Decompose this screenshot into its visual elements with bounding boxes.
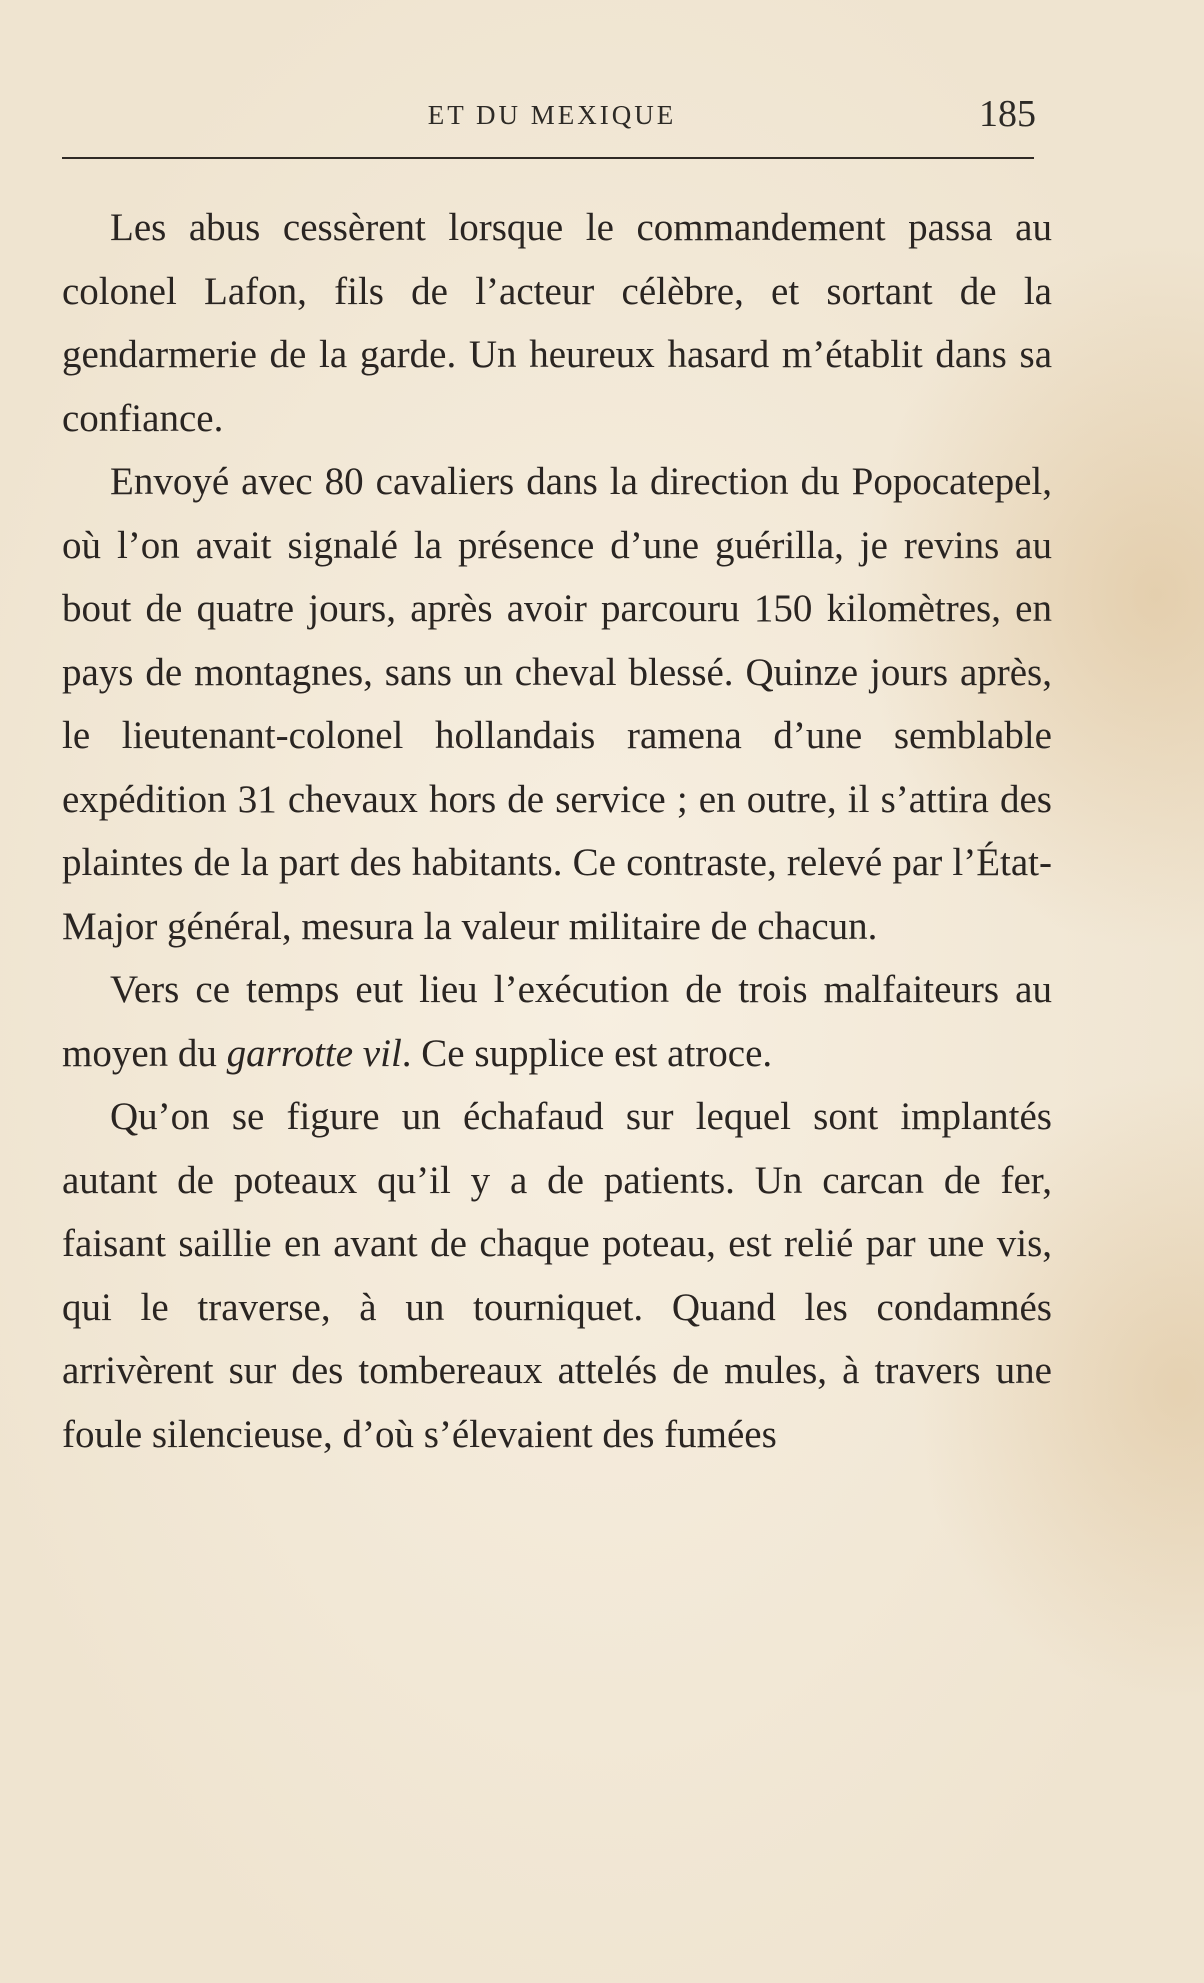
paragraph: Envoyé avec 80 cavaliers dans la direction du Popocatepel, où l’on avait signalé la présence d’une guérilla, je revins au bout de quatre jours, après avoir parcouru 150 kilomètres, en pays de montagnes, sans un cheval blessé. Quinze jours après, le lieutenant-colonel hollandais ramena d’une semblable expédition 31 chevaux hors de service ; en outre, il s’attira des plaintes de la part des habitants. Ce contraste, relevé par l’État-Major général, mesura la valeur militaire de chacun. xyxy=(62,460,1052,948)
body-text xyxy=(62,196,1052,1466)
italic-term: garrotte vil xyxy=(226,1031,402,1075)
paragraph: Les abus cessèrent lorsque le commandement passa au colonel Lafon, fils de l’acteur célèbre, et sortant de la gendarmerie de la garde. Un heureux hasard m’établit dans sa confiance. xyxy=(62,206,1052,440)
page-number: 185 xyxy=(979,93,1036,135)
paragraph xyxy=(62,958,1052,1085)
paragraph-text: . Ce supplice est atroce. xyxy=(401,1031,773,1075)
header-rule xyxy=(62,157,1034,159)
page-header xyxy=(62,92,1042,140)
paragraph-text: Vers ce temps eut lieu l’exécution de trois malfaiteurs au moyen du xyxy=(62,968,1052,1075)
running-title: ET DU MEXIQUE xyxy=(427,100,677,130)
paragraph: Qu’on se figure un échafaud sur lequel sont implantés autant de poteaux qu’il y a de patients. Un carcan de fer, faisant saillie en avant de chaque poteau, est relié par une vis, qui le traverse, à un tourniquet. Quand les condamnés arrivèrent sur des tombereaux attelés de mules, à travers une foule silencieuse, d’où s’élevaient des fumées xyxy=(62,1095,1052,1456)
